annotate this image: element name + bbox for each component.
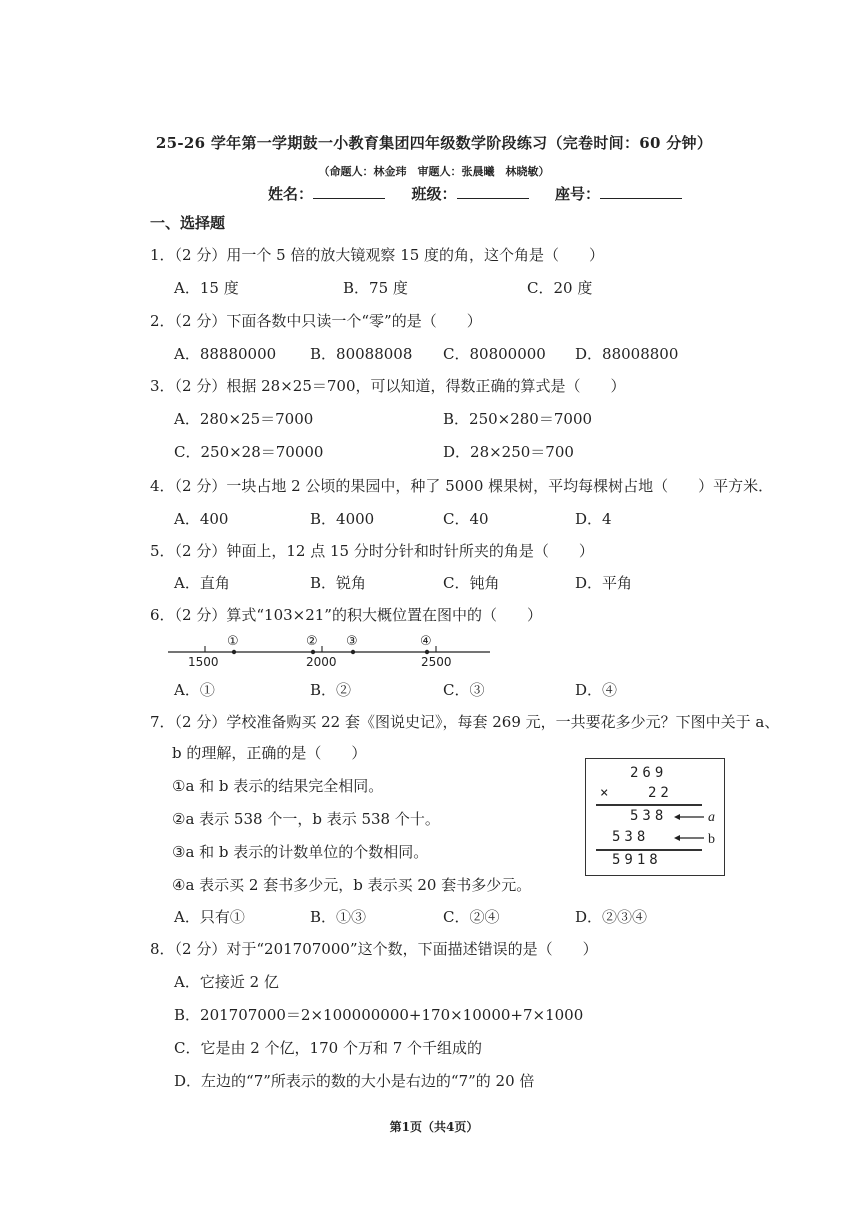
question-6-stem: 6．（2 分）算式“103×21”的积大概位置在图中的（ ） bbox=[150, 606, 542, 624]
calc-rule-1 bbox=[596, 804, 702, 806]
number-line-figure bbox=[168, 628, 494, 676]
q4-option-a[interactable]: A．400 bbox=[174, 510, 229, 528]
calc-times-sign: × bbox=[600, 785, 609, 801]
arrow-a-head bbox=[674, 814, 680, 820]
question-2-stem: 2．（2 分）下面各数中只读一个“零”的是（ ） bbox=[150, 312, 482, 330]
calc-arrows bbox=[672, 809, 722, 853]
q7-statement-4: ④a 表示买 2 套书多少元，b 表示买 20 套书多少元。 bbox=[172, 876, 532, 894]
q5-option-b[interactable]: B．锐角 bbox=[310, 574, 367, 592]
seat-label: 座号： bbox=[554, 185, 600, 203]
q6-option-b[interactable]: B．② bbox=[310, 681, 352, 699]
tick-label-2000: 2000 bbox=[306, 655, 337, 669]
point-2 bbox=[311, 650, 315, 654]
calc-row-b: 538 bbox=[612, 829, 650, 845]
q3-option-b[interactable]: B．250×280＝7000 bbox=[443, 410, 593, 428]
point-3 bbox=[351, 650, 355, 654]
tick-label-2500: 2500 bbox=[421, 655, 452, 669]
q5-option-c[interactable]: C．钝角 bbox=[443, 574, 500, 592]
q8-option-b[interactable]: B．201707000＝2×100000000+170×10000+7×1000 bbox=[174, 1006, 584, 1024]
q7-statement-1: ①a 和 b 表示的结果完全相同。 bbox=[172, 777, 384, 795]
class-label: 班级： bbox=[411, 185, 457, 203]
question-7-stem: 7．（2 分）学校准备购买 22 套《图说史记》，每套 269 元，一共要花多少元？下图中关于 a、 bbox=[150, 713, 780, 731]
marker-3: ③ bbox=[346, 634, 358, 649]
label-b: b bbox=[708, 832, 715, 847]
q6-option-a[interactable]: A．① bbox=[174, 681, 215, 699]
label-a: a bbox=[708, 810, 715, 825]
q7-statement-2: ②a 表示 538 个一，b 表示 538 个十。 bbox=[172, 810, 440, 828]
vertical-multiplication-box bbox=[585, 758, 725, 876]
q8-option-c[interactable]: C．它是由 2 个亿，170 个万和 7 个千组成的 bbox=[174, 1039, 483, 1057]
calc-row-a: 538 bbox=[630, 808, 668, 824]
q3-option-d[interactable]: D．28×250＝700 bbox=[443, 443, 574, 461]
question-8-stem: 8．（2 分）对于“201707000”这个数，下面描述错误的是（ ） bbox=[150, 940, 598, 958]
q1-option-a[interactable]: A．15 度 bbox=[174, 279, 239, 297]
q2-option-a[interactable]: A．88880000 bbox=[174, 345, 277, 363]
q2-option-d[interactable]: D．88008800 bbox=[575, 345, 679, 363]
q7-statement-3: ③a 和 b 表示的计数单位的个数相同。 bbox=[172, 843, 429, 861]
tick-label-1500: 1500 bbox=[188, 655, 219, 669]
q4-option-c[interactable]: C．40 bbox=[443, 510, 489, 528]
q7-option-b[interactable]: B．①③ bbox=[310, 908, 367, 926]
q6-option-d[interactable]: D．④ bbox=[575, 681, 618, 699]
section-heading: 一、选择题 bbox=[150, 214, 226, 232]
q1-option-c[interactable]: C．20 度 bbox=[527, 279, 593, 297]
arrow-b-head bbox=[674, 835, 680, 841]
q1-option-b[interactable]: B．75 度 bbox=[343, 279, 408, 297]
question-5-stem: 5．（2 分）钟面上，12 点 15 分时分针和时针所夹的角是（ ） bbox=[150, 542, 594, 560]
name-label: 姓名： bbox=[268, 185, 314, 203]
question-3-stem: 3．（2 分）根据 28×25＝700，可以知道，得数正确的算式是（ ） bbox=[150, 377, 626, 395]
q6-option-c[interactable]: C．③ bbox=[443, 681, 485, 699]
question-7-stem-cont: b 的理解，正确的是（ ） bbox=[172, 744, 367, 762]
marker-2: ② bbox=[306, 634, 318, 649]
marker-1: ① bbox=[227, 634, 239, 649]
q8-option-d[interactable]: D．左边的“7”所表示的数的大小是右边的“7”的 20 倍 bbox=[174, 1072, 535, 1090]
q4-option-b[interactable]: B．4000 bbox=[310, 510, 375, 528]
exam-authors: （命题人：林金玮 审题人：张晨曦 林晓敏） bbox=[318, 165, 550, 178]
q5-option-d[interactable]: D．平角 bbox=[575, 574, 633, 592]
question-1-stem: 1．（2 分）用一个 5 倍的放大镜观察 15 度的角，这个角是（ ） bbox=[150, 246, 605, 264]
calc-row-22: 22 bbox=[648, 785, 673, 801]
calc-row-269: 269 bbox=[630, 765, 668, 781]
q7-option-a[interactable]: A．只有① bbox=[174, 908, 245, 926]
q2-option-c[interactable]: C．80800000 bbox=[443, 345, 546, 363]
number-line-svg bbox=[168, 628, 494, 672]
point-1 bbox=[232, 650, 236, 654]
point-4 bbox=[425, 650, 429, 654]
class-blank[interactable] bbox=[457, 184, 529, 199]
q8-option-a[interactable]: A．它接近 2 亿 bbox=[174, 973, 279, 991]
question-4-stem: 4．（2 分）一块占地 2 公顷的果园中，种了 5000 棵果树，平均每棵树占地（ ）平方米． bbox=[150, 477, 774, 495]
calc-row-result: 5918 bbox=[612, 852, 662, 868]
seat-blank[interactable] bbox=[600, 184, 682, 199]
marker-4: ④ bbox=[420, 634, 432, 649]
q7-option-d[interactable]: D．②③④ bbox=[575, 908, 648, 926]
q5-option-a[interactable]: A．直角 bbox=[174, 574, 230, 592]
q7-option-c[interactable]: C．②④ bbox=[443, 908, 500, 926]
q3-option-a[interactable]: A．280×25＝7000 bbox=[174, 410, 314, 428]
exam-title: 25-26 学年第一学期鼓一小教育集团四年级数学阶段练习（完卷时间：60 分钟） bbox=[155, 134, 713, 152]
student-info-row bbox=[268, 183, 682, 204]
page-footer: 第1页（共4页） bbox=[389, 1120, 479, 1134]
name-blank[interactable] bbox=[313, 184, 385, 199]
q2-option-b[interactable]: B．80088008 bbox=[310, 345, 413, 363]
q4-option-d[interactable]: D．4 bbox=[575, 510, 612, 528]
q3-option-c[interactable]: C．250×28＝70000 bbox=[174, 443, 324, 461]
